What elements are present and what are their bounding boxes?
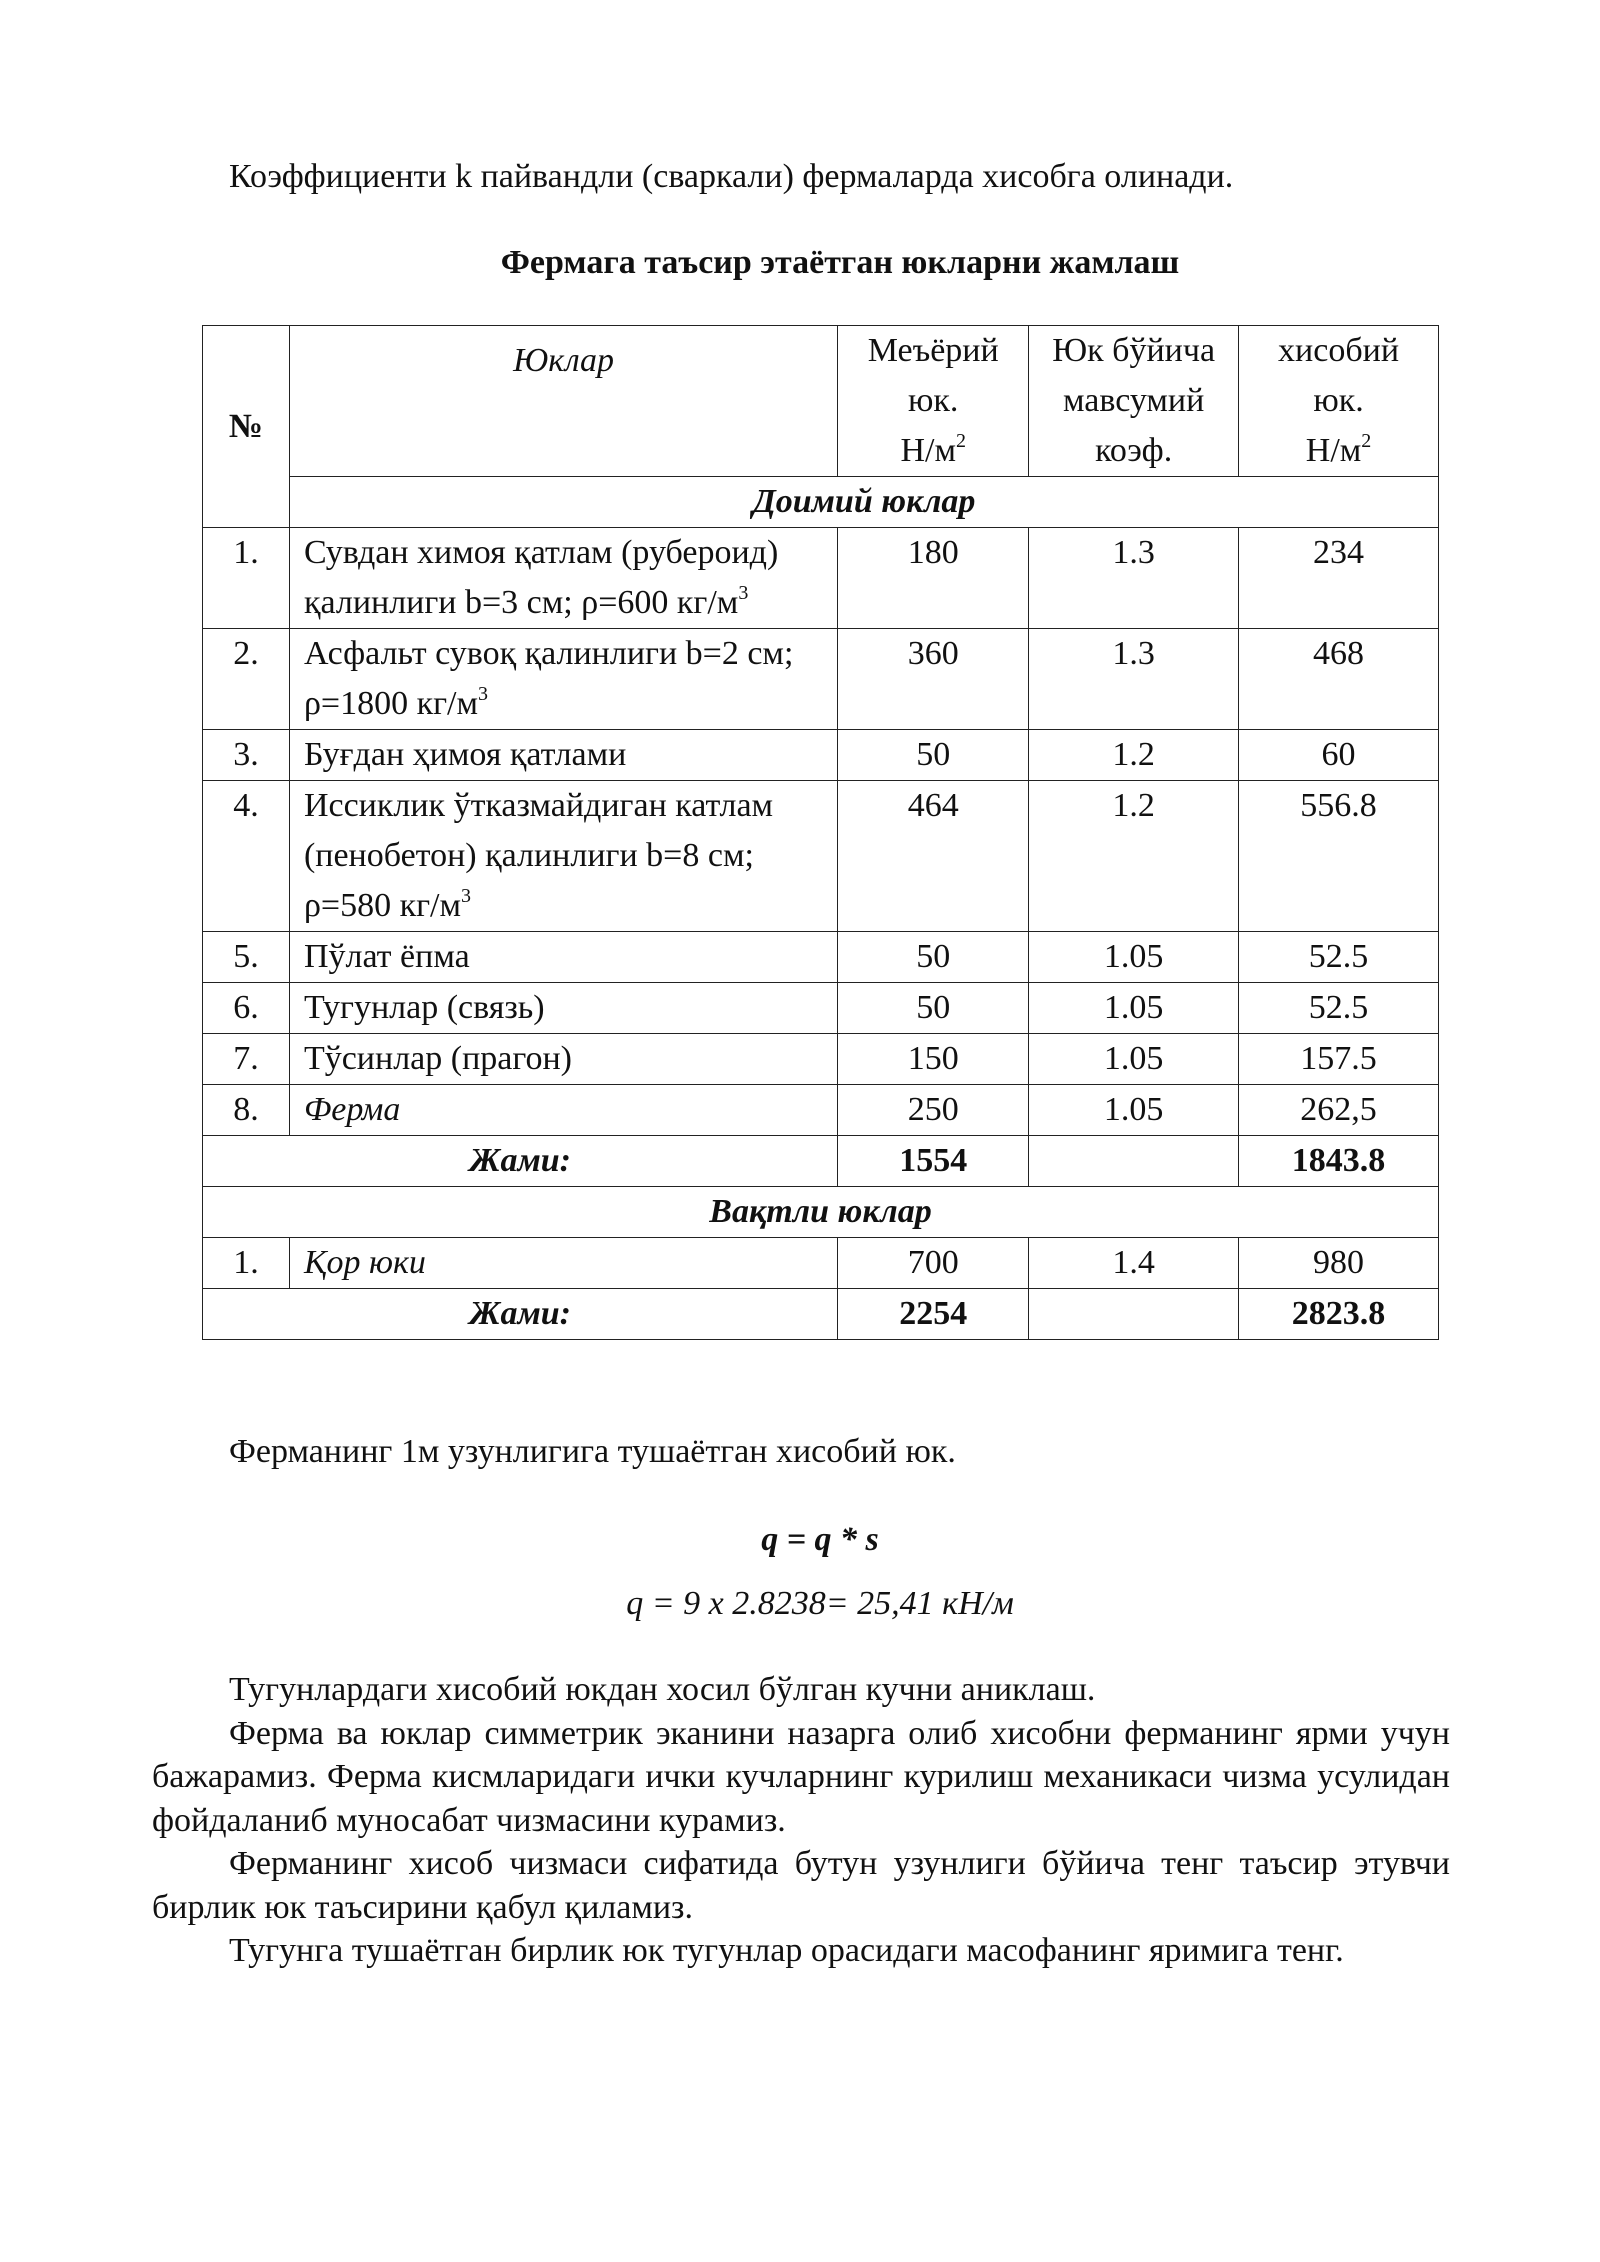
table-row (203, 932, 1439, 983)
after-table-text: Ферманинг 1м узунлигига тушаётган хисобий юк. (229, 1433, 956, 1470)
grand-total-label: Жами: (203, 1289, 838, 1340)
row-norm: 700 (838, 1238, 1029, 1289)
formula-definition: q = q * s (761, 1521, 879, 1558)
row-calc: 980 (1239, 1238, 1439, 1289)
permanent-total-row (203, 1136, 1439, 1187)
row-norm: 50 (838, 983, 1029, 1034)
header-norm-line2: юк. (908, 382, 959, 419)
row-num: 1. (203, 1238, 290, 1289)
header-norm-line1: Меъёрий (867, 332, 999, 369)
row-num: 8. (203, 1085, 290, 1136)
row-calc: 60 (1239, 730, 1439, 781)
table-title: Фермага таъсир этаётган юкларни жамлаш (500, 244, 1180, 281)
row-num: 5. (203, 932, 290, 983)
row-calc: 234 (1239, 528, 1439, 629)
row-num: 3. (203, 730, 290, 781)
grand-total-coef (1029, 1289, 1239, 1340)
temporary-loads-header: Вақтли юклар (203, 1187, 1439, 1238)
header-norm-line3 (850, 426, 1016, 476)
grand-total-norm: 2254 (838, 1289, 1029, 1340)
row-norm: 150 (838, 1034, 1029, 1085)
row-num: 7. (203, 1034, 290, 1085)
permanent-total-norm: 1554 (838, 1136, 1029, 1187)
row-num: 1. (203, 528, 290, 629)
row-name: Сувдан химоя қатлам (рубероид) қалинлиги b=3 см; ρ=600 $кг/м^3$ (289, 528, 837, 629)
row-name: Тўсинлар (прагон) (289, 1034, 837, 1085)
row-name: Ферма (289, 1085, 837, 1136)
row-norm: 50 (838, 932, 1029, 983)
header-coef-line2: мавсумий (1062, 382, 1205, 419)
row-name: Қор юки (289, 1238, 837, 1289)
table-row (203, 983, 1439, 1034)
header-coef-line3: коэф. (1095, 432, 1173, 469)
row-calc: 556.8 (1239, 781, 1439, 932)
permanent-total-calc: 1843.8 (1239, 1136, 1439, 1187)
table-header-row (203, 326, 1439, 477)
row-norm: 250 (838, 1085, 1029, 1136)
header-coef-line1: Юк бўйича (1052, 332, 1216, 369)
table-row (203, 1034, 1439, 1085)
intro-text: Коэффициенти k пайвандли (сваркали) фермаларда хисобга олинади. (229, 158, 1234, 195)
header-calc-line1: хисобий (1278, 332, 1400, 369)
table-row (203, 781, 1439, 932)
row-name: Буғдан ҳимоя қатлами (289, 730, 837, 781)
row-norm: 464 (838, 781, 1029, 932)
row-norm: 50 (838, 730, 1029, 781)
table-row (203, 1085, 1439, 1136)
table-row (203, 730, 1439, 781)
row-calc: 52.5 (1239, 983, 1439, 1034)
row-calc: 52.5 (1239, 932, 1439, 983)
permanent-total-coef (1029, 1136, 1239, 1187)
row-name-sup: 3 (738, 582, 749, 604)
header-num: № (203, 326, 290, 528)
row-name: Пўлат ёпма (289, 932, 837, 983)
row-norm: 180 (838, 528, 1029, 629)
row-num: 2. (203, 629, 290, 730)
paragraph: Тугунга тушаётган бирлик юк тугунлар орасидаги масофанинг яримига тенг. (229, 1932, 1344, 1969)
header-calc-unit-sup: 2 (1361, 430, 1372, 452)
row-num: 6. (203, 983, 290, 1034)
table-row (203, 528, 1439, 629)
header-calc-line3 (1251, 426, 1426, 476)
row-norm: 360 (838, 629, 1029, 730)
row-calc: 468 (1239, 629, 1439, 730)
header-name: Юклар (289, 326, 837, 477)
grand-total-row (203, 1289, 1439, 1340)
row-calc: 157.5 (1239, 1034, 1439, 1085)
row-coef: 1.4 (1029, 1238, 1239, 1289)
row-coef: 1.05 (1029, 1085, 1239, 1136)
row-name: Асфальт сувоқ қалинлиги b=2 см; ρ=1800 $кг/м^3$ (289, 629, 837, 730)
formula-calculation: q = 9 x 2.8238= 25,41 кН/м (626, 1585, 1014, 1622)
table-row (203, 629, 1439, 730)
header-calc-unit: Н/м (1305, 432, 1362, 469)
permanent-total-label: Жами: (203, 1136, 838, 1187)
row-name: Иссиклик ўтказмайдиган катлам (пенобетон) қалинлиги b=8 см; ρ=580 $кг/м^3$ (289, 781, 837, 932)
paragraph: Ферманинг хисоб чизмаси сифатида бутун узунлиги бўйича тенг таъсир этувчи бирлик юк таъсирини қабул қиламиз. (152, 1845, 1450, 1926)
row-coef: 1.05 (1029, 1034, 1239, 1085)
row-num: 4. (203, 781, 290, 932)
row-coef: 1.05 (1029, 983, 1239, 1034)
loads-table (202, 325, 1439, 1340)
paragraph: Тугунлардаги хисобий юкдан хосил бўлган кучни аниклаш. (229, 1671, 1096, 1708)
row-calc: 262,5 (1239, 1085, 1439, 1136)
body-text (152, 1668, 1450, 1973)
row-coef: 1.3 (1029, 629, 1239, 730)
row-coef: 1.05 (1029, 932, 1239, 983)
header-calc (1239, 326, 1439, 477)
row-name-sup: 3 (461, 885, 472, 907)
header-norm-unit-sup: 2 (955, 430, 966, 452)
table-row (203, 1238, 1439, 1289)
row-coef: 1.2 (1029, 781, 1239, 932)
header-calc-line2: юк. (1313, 382, 1364, 419)
header-norm (838, 326, 1029, 477)
row-coef: 1.2 (1029, 730, 1239, 781)
header-coef (1029, 326, 1239, 477)
row-name-sup: 3 (478, 683, 489, 705)
header-norm-unit: Н/м (900, 432, 956, 469)
permanent-loads-header: Доимий юклар (289, 477, 1438, 528)
row-coef: 1.3 (1029, 528, 1239, 629)
grand-total-calc: 2823.8 (1239, 1289, 1439, 1340)
paragraph: Ферма ва юклар симметрик эканини назарга олиб хисобни ферманинг ярми учун бажарамиз. Ферма кисмларидаги ички кучларнинг курилиш механикаси чизма усулидан фойдаланиб муносабат чизмасини курамиз. (152, 1714, 1450, 1839)
row-name: Тугунлар (связь) (289, 983, 837, 1034)
